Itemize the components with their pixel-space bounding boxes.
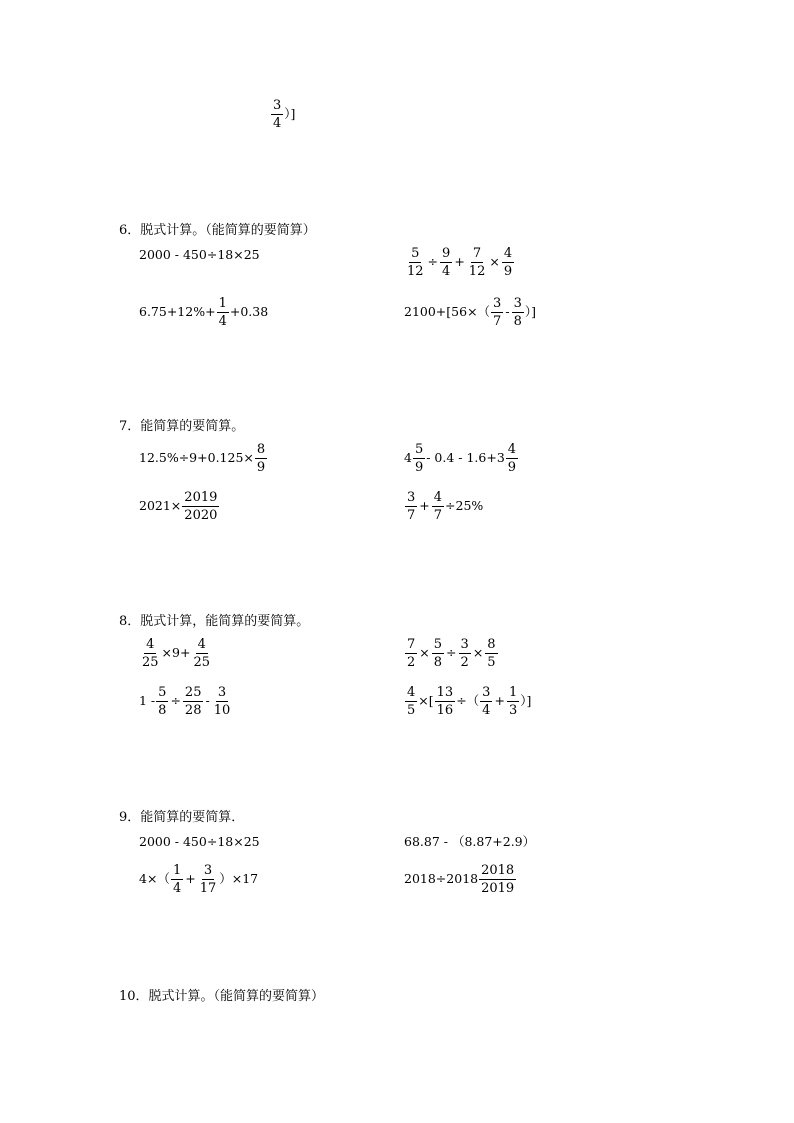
problem-6-expression-3: 6.75+12%+ $\frac{1}{4}$ +0.38	[139, 296, 269, 329]
fraction: $\frac{25}{28}$	[184, 685, 202, 718]
fraction: $\frac{8}{9}$	[256, 442, 266, 475]
problem-8-expression-3: 1 - $\frac{5}{8}$ ÷ $\frac{25}{28}$ - $\frac{3}{10}$	[139, 685, 231, 718]
fraction: $\frac{3}{2}$	[460, 637, 469, 670]
fraction: $\frac{2019}{2020}$	[184, 490, 218, 523]
problem-7-expression-3: 2021× $\frac{2019}{2020}$	[139, 490, 218, 523]
continuation-expression: $\frac{3}{4}$ ）]	[273, 98, 296, 131]
fraction: $\frac{2018}{2019}$	[481, 863, 515, 896]
fraction: $\frac{3}{8}$	[513, 296, 522, 329]
fraction: $\frac{1}{3}$	[508, 685, 518, 718]
problem-7-heading: 7．能简算的要简算。	[119, 419, 245, 434]
problem-6-heading: 6．脱式计算。（能简算的要简算）	[119, 223, 316, 238]
problem-9-heading: 9．能简算的要简算．	[119, 810, 245, 825]
problem-7-expression-1: 12.5%÷9+0.125× $\frac{8}{9}$	[139, 442, 266, 475]
fraction: $\frac{4}{9}$	[503, 246, 513, 279]
fraction: $\frac{4}{9}$	[507, 442, 517, 475]
problem-8-expression-4: $\frac{4}{5}$ ×[ $\frac{13}{16}$ ÷（ $\frac{3}{4}$ + $\frac{1}{3}$ ）]	[407, 685, 532, 718]
problem-9-expression-2: 68.87 - （8.87+2.9）	[404, 834, 536, 849]
fraction: $\frac{8}{5}$	[487, 637, 496, 670]
problem-8-expression-2: $\frac{7}{2}$ × $\frac{5}{8}$ ÷ $\frac{3}{2}$ × $\frac{8}{5}$	[407, 637, 496, 670]
fraction: $\frac{1}{4}$	[218, 296, 227, 329]
problem-9-expression-1: 2000 - 450÷18×25	[139, 834, 260, 849]
fraction: $\frac{1}{4}$	[172, 863, 182, 896]
fraction: $\frac{7}{12}$	[468, 246, 486, 279]
problem-6-expression-2: $\frac{5}{12}$ ÷ $\frac{9}{4}$ + $\frac{7}{12}$ × $\frac{4}{9}$	[407, 246, 513, 279]
fraction: $\frac{3}{17}$	[199, 863, 217, 896]
fraction: $\frac{3}{10}$	[213, 685, 231, 718]
problem-7-expression-4: $\frac{3}{7}$ + $\frac{4}{7}$ ÷25%	[407, 490, 484, 523]
fraction: $\frac{3}{7}$	[493, 296, 502, 329]
fraction: $\frac{4}{25}$	[193, 637, 210, 670]
fraction: $\frac{5}{12}$	[407, 246, 424, 279]
fraction: $\frac{13}{16}$	[436, 685, 454, 718]
fraction: $\frac{4}{7}$	[433, 490, 443, 523]
fraction: $\frac{3}{4}$	[273, 98, 282, 131]
problem-6-expression-4: 2100+[56×（ $\frac{3}{7}$ - $\frac{3}{8}$ ）]	[404, 296, 536, 329]
problem-6-expression-1: 2000 - 450÷18×25	[139, 247, 260, 262]
problem-9-expression-3: 4×（ $\frac{1}{4}$ + $\frac{3}{17}$ ）×17	[139, 863, 259, 896]
fraction: $\frac{4}{5}$	[407, 685, 416, 718]
fraction: $\frac{5}{9}$	[414, 442, 424, 475]
fraction: $\frac{4}{25}$	[142, 637, 159, 670]
fraction: $\frac{5}{8}$	[433, 637, 443, 670]
problem-10-heading: 10．脱式计算。（能简算的要简算）	[119, 989, 325, 1004]
fraction: $\frac{5}{8}$	[158, 685, 167, 718]
problem-7-expression-2: 4 $\frac{5}{9}$ - 0.4 - 1.6+3 $\frac{4}{9}$	[404, 442, 517, 475]
fraction: $\frac{3}{4}$	[482, 685, 491, 718]
problem-9-expression-4: 2018÷2018 $\frac{2018}{2019}$	[404, 863, 515, 896]
fraction: $\frac{7}{2}$	[407, 637, 416, 670]
fraction: $\frac{9}{4}$	[442, 246, 451, 279]
problem-8-heading: 8．脱式计算，能简算的要简算。	[119, 614, 310, 629]
fraction: $\frac{3}{7}$	[407, 490, 416, 523]
problem-8-expression-1: $\frac{4}{25}$ ×9+ $\frac{4}{25}$	[142, 637, 210, 670]
